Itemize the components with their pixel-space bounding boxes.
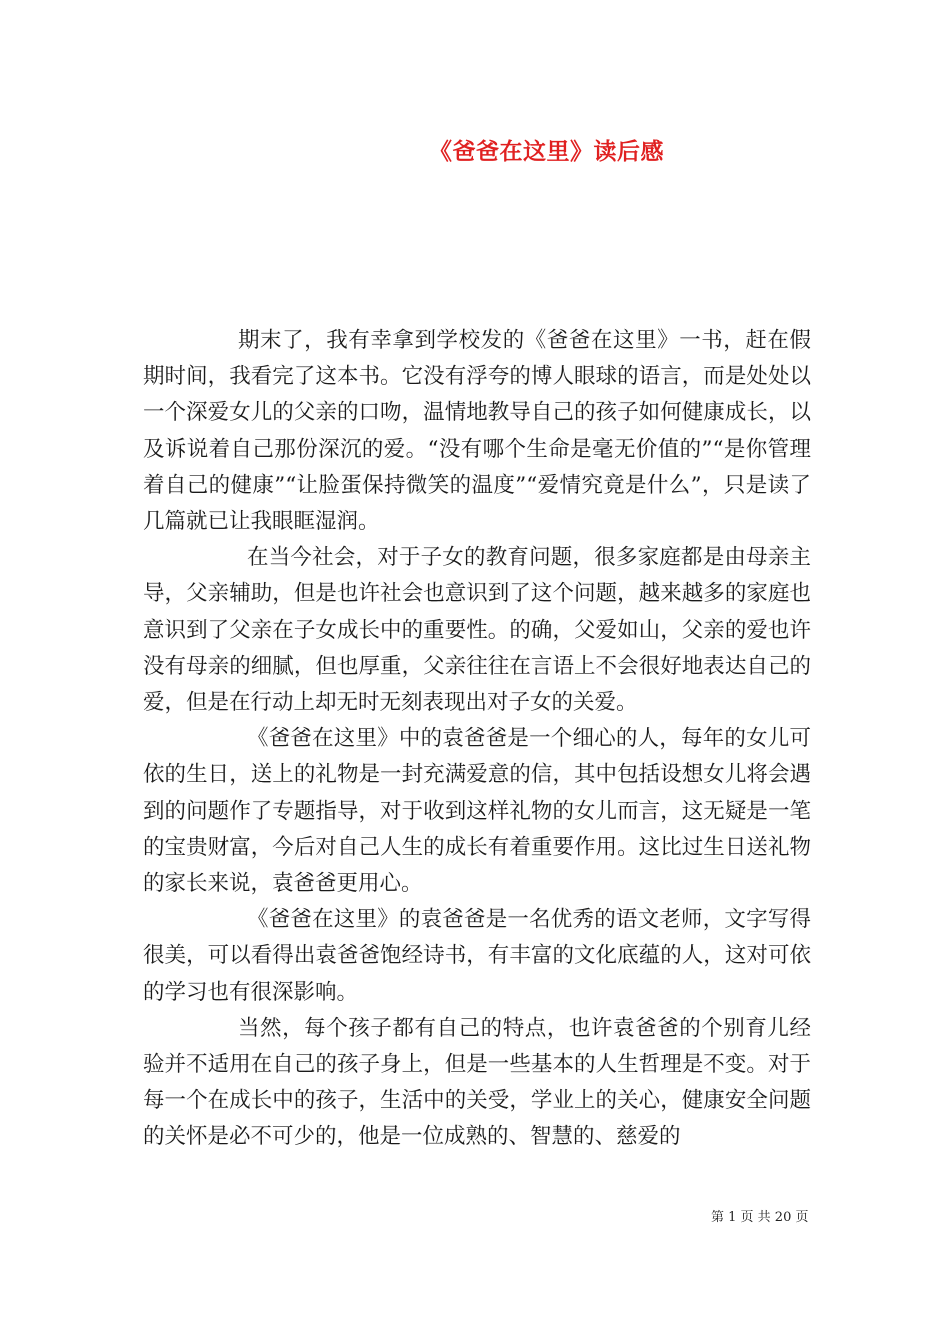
page-number-footer: 第 1 页 共 20 页 <box>711 1210 809 1225</box>
document-body <box>143 323 811 1156</box>
paragraph: 《爸爸在这里》的袁爸爸是一名优秀的语文老师，文字写得很美，可以看得出袁爸爸饱经诗书，有丰富的文化底蕴的人，这对可依的学习也有很深影响。 <box>143 907 811 1005</box>
paragraph: 当然，每个孩子都有自己的特点，也许袁爸爸的个别育儿经验并不适用在自己的孩子身上，但是一些基本的人生哲理是不变。对于每一个在成长中的孩子，生活中的关受，学业上的关心，健康安全问题的关怀是必不可少的，他是一位成熟的、智慧的、慈爱的 <box>143 1015 811 1150</box>
paragraph: 《爸爸在这里》中的袁爸爸是一个细心的人，每年的女儿可依的生日，送上的礼物是一封充满爱意的信，其中包括设想女儿将会遇到的问题作了专题指导，对于收到这样礼物的女儿而言，这无疑是一笔的宝贵财富，今后对自己人生的成长有着重要作用。这比过生日送礼物的家长来说，袁爸爸更用心。 <box>143 726 811 897</box>
paragraph: 期末了，我有幸拿到学校发的《爸爸在这里》一书，赶在假期时间，我看完了这本书。它没有浮夸的博人眼球的语言，而是处处以一个深爱女儿的父亲的口吻，温情地教导自己的孩子如何健康成长，以及诉说着自己那份深沉的爱。“没有哪个生命是毫无价值的”“是你管理着自己的健康”“让脸蛋保持微笑的温度”“爱情究竟是什么”，只是读了几篇就已让我眼眶湿润。 <box>143 328 811 535</box>
document-title: 《爸爸在这里》读后感 <box>429 139 664 165</box>
paragraph: 在当今社会，对于子女的教育问题，很多家庭都是由母亲主导，父亲辅助，但是也许社会也意识到了这个问题，越来越多的家庭也意识到了父亲在子女成长中的重要性。的确，父爱如山，父亲的爱也许没有母亲的细腻，但也厚重，父亲往往在言语上不会很好地表达自己的爱，但是在行动上却无时无刻表现出对子女的关爱。 <box>143 545 811 716</box>
